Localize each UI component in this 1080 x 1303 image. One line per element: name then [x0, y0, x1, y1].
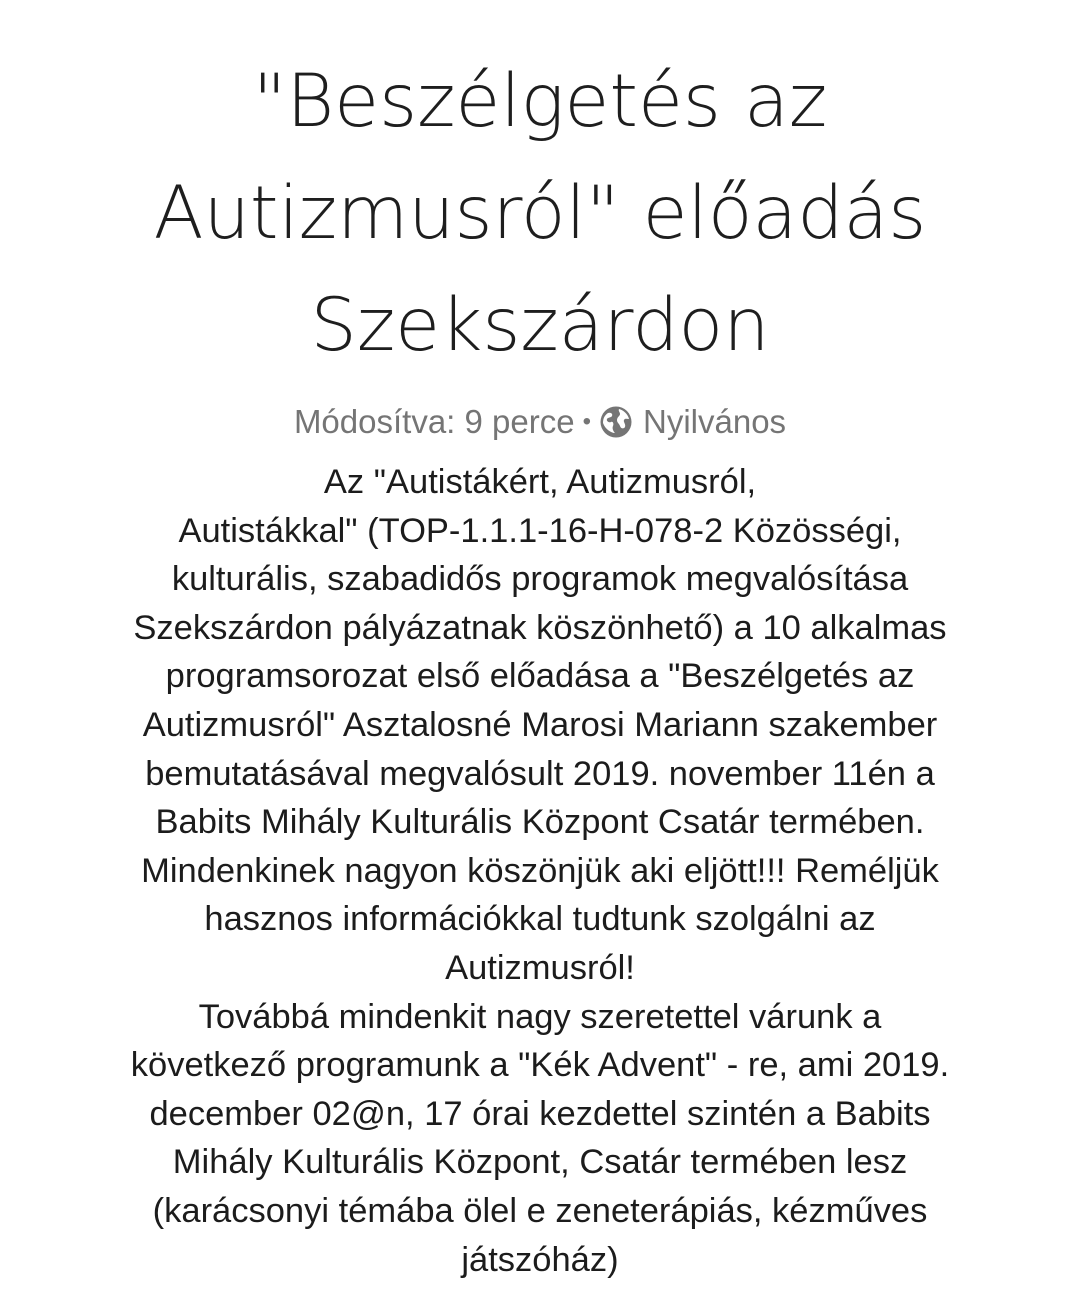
post-body: [0, 458, 1080, 1284]
body-line: következő programunk a "Kék Advent" - re, ami 2019.: [130, 1046, 950, 1085]
title-line: Szekszárdon: [310, 283, 770, 368]
body-line: Továbbá mindenkit nagy szeretettel várunk a: [198, 997, 882, 1036]
meta-separator: •: [582, 408, 591, 435]
globe-icon[interactable]: [599, 405, 633, 439]
body-line: Mindenkinek nagyon köszönjük aki eljött!!! Reméljük: [141, 851, 939, 890]
body-line: hasznos információkkal tudtunk szolgálni az: [204, 900, 876, 939]
body-line: (karácsonyi témába ölel e zeneterápiás, kézműves: [152, 1191, 928, 1230]
post-title: [0, 0, 1080, 382]
modified-timestamp[interactable]: Módosítva: 9 perce: [293, 403, 575, 440]
body-line: Mihály Kulturális Központ, Csatár termében lesz: [172, 1143, 908, 1182]
body-line: játszóház): [461, 1240, 619, 1279]
body-line: Babits Mihály Kulturális Központ Csatár termében.: [155, 803, 925, 842]
body-line: december 02@n, 17 órai kezdettel szintén a Babits: [149, 1094, 931, 1133]
body-line: Az "Autistákért, Autizmusról,: [323, 463, 757, 501]
body-line: bemutatásával megvalósult 2019. november 11én a: [145, 754, 935, 793]
body-line: Autistákkal" (TOP-1.1.1-16-H-078-2 Közösségi,: [178, 511, 902, 550]
title-line: Autizmusról" előadás: [153, 171, 927, 256]
body-line: programsorozat első előadása a "Beszélgetés az: [165, 657, 915, 696]
privacy-label[interactable]: Nyilvános: [643, 403, 787, 440]
post-meta: [0, 402, 1080, 442]
body-line: Autizmusról" Asztalosné Marosi Mariann szakember: [142, 705, 938, 744]
body-line: Autizmusról!: [445, 948, 635, 987]
body-line: kulturális, szabadidős programok megvalósítása: [171, 560, 909, 599]
title-line: "Beszélgetés az: [252, 59, 828, 144]
body-line: Szekszárdon pályázatnak köszönhető) a 10 alkalmas: [133, 608, 947, 647]
